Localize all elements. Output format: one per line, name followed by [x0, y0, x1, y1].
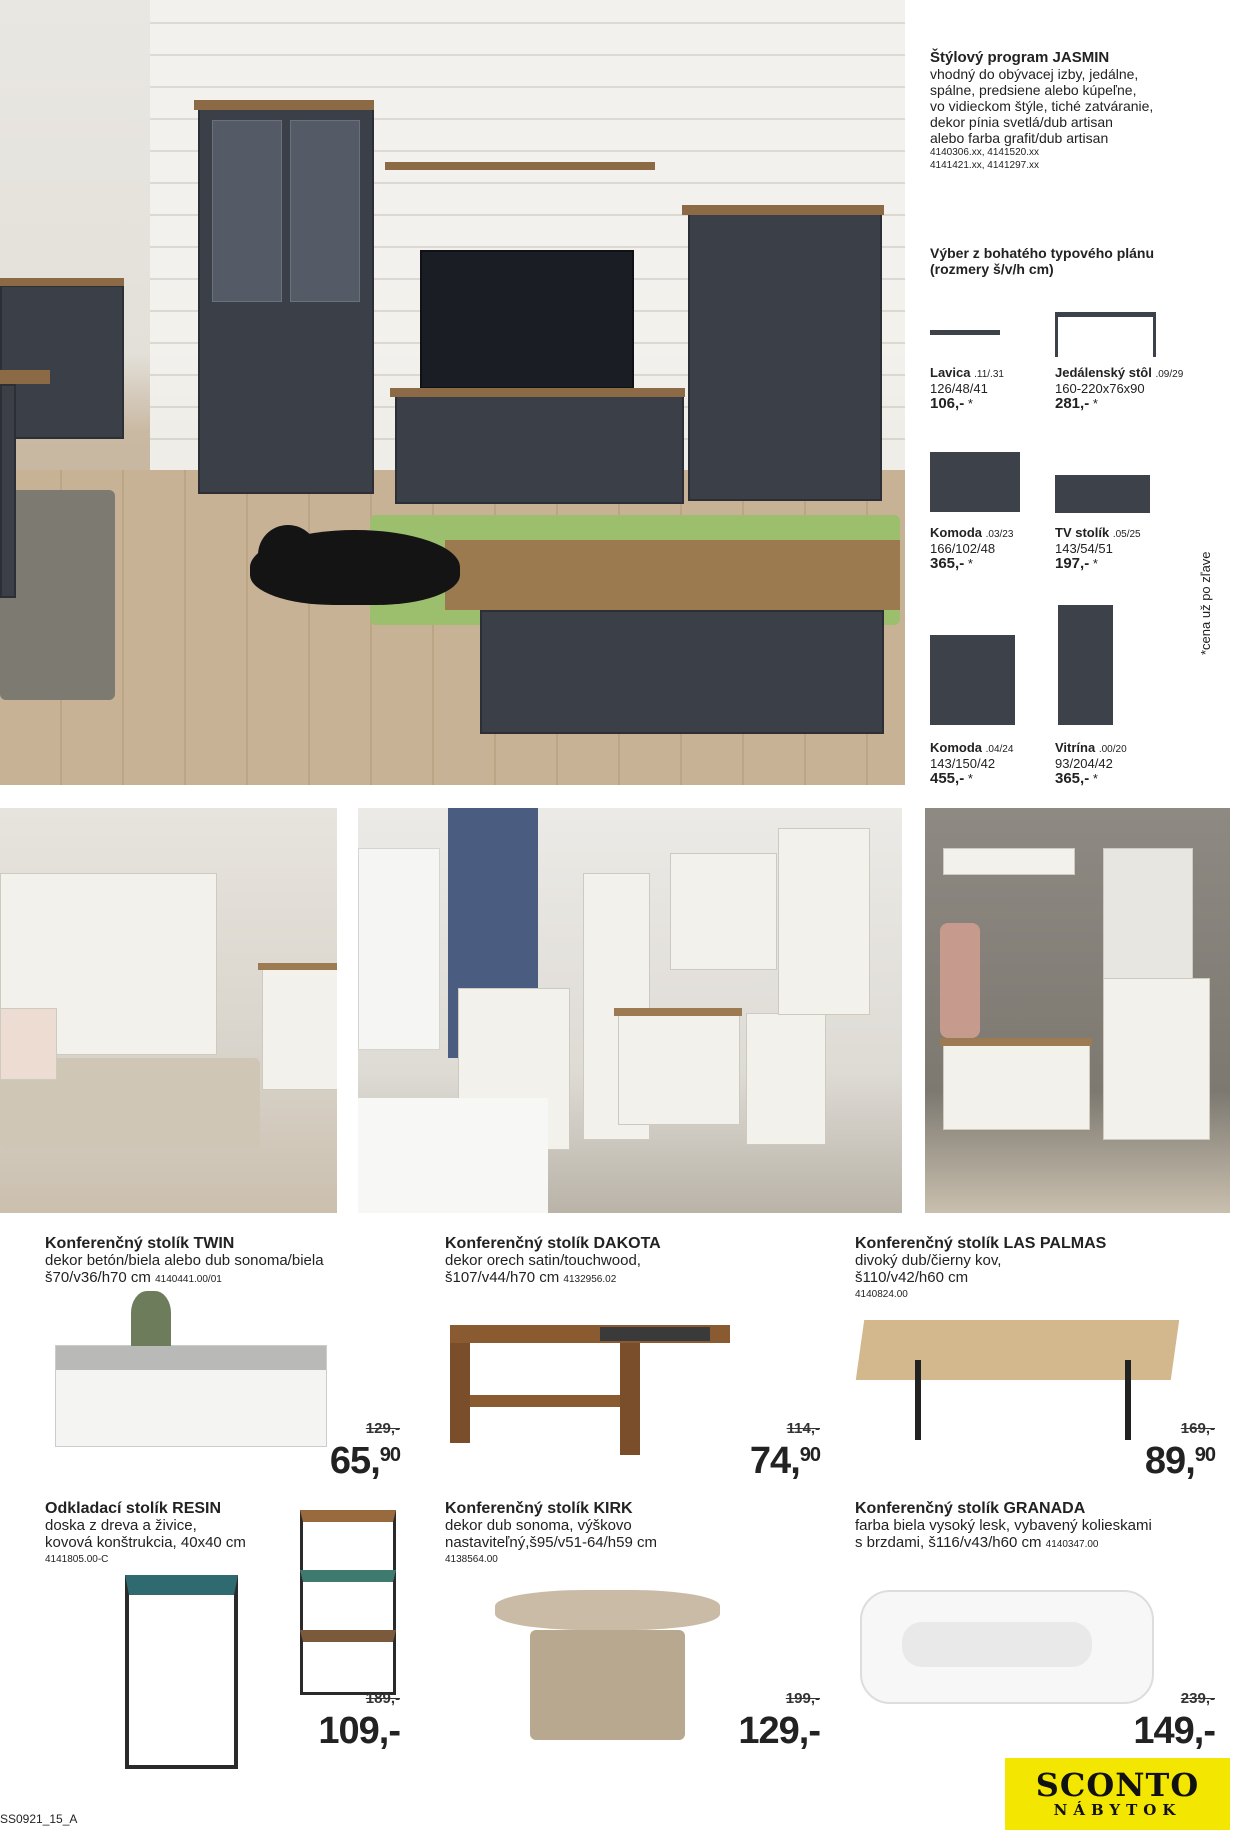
resin-variant-3 [300, 1630, 396, 1695]
new-price [1110, 1440, 1215, 1483]
vitrine-glass-left [212, 120, 282, 302]
item-name: Komoda [930, 525, 982, 540]
highboard-thumbnail [930, 635, 1015, 725]
product-dims: š70/v36/h70 cm [45, 1269, 151, 1286]
old-price: 169,- [1180, 1420, 1215, 1437]
item-code: .11/.31 [974, 369, 1004, 380]
rug-left [0, 490, 115, 700]
dining-table-thumbnail [1055, 312, 1156, 357]
product-code: 4140441.00/01 [155, 1274, 222, 1285]
sconto-logo [1005, 1758, 1230, 1830]
window [358, 848, 440, 1050]
product-title: Odkladací stolík RESIN [45, 1500, 222, 1517]
item-star: * [967, 771, 973, 786]
jasmin-line: dekor pínia svetlá/dub artisan [930, 114, 1113, 130]
kirk-table-base [530, 1630, 685, 1740]
price-integer: 129,- [738, 1710, 820, 1752]
kirk-table-top [495, 1590, 720, 1630]
item-name: TV stolík [1055, 525, 1110, 540]
product-title: Konferenčný stolík GRANADA [855, 1500, 1086, 1517]
jasmin-code: 4141421.xx, 4141297.xx [930, 160, 1039, 171]
new-price [720, 1440, 820, 1483]
hanging-coat [940, 923, 980, 1038]
bedroom-photo [0, 808, 337, 1213]
bench-thumbnail [930, 330, 1000, 357]
vanity-top [614, 1008, 742, 1016]
product-desc: divoký dub/čierny kov, [855, 1252, 1002, 1269]
plan-title: Výber z bohatého typového plánu [930, 245, 1155, 261]
product-dakota [445, 1235, 775, 1288]
product-twin [45, 1235, 375, 1288]
price-integer: 74, [749, 1440, 800, 1482]
dresser-top [258, 963, 337, 970]
table-leg [0, 384, 16, 598]
item-star: * [1092, 771, 1098, 786]
las-palmas-table-image [860, 1320, 1175, 1440]
item-dims: 126/48/41 [930, 381, 988, 396]
page-code: SS0921_15_A [0, 1812, 78, 1826]
product-code: 4132956.02 [563, 1274, 617, 1285]
product-code: 4140824.00 [855, 1289, 908, 1300]
wall-shelf [385, 162, 655, 170]
old-price: 239,- [1180, 1690, 1215, 1707]
product-dims: š107/v44/h70 cm [445, 1269, 560, 1286]
jasmin-line: vo vidieckom štýle, tiché zatváranie, [930, 98, 1154, 114]
dakota-glass-inlay [600, 1327, 710, 1341]
sideboard-top [0, 278, 124, 286]
price-decimal: 90 [799, 1444, 820, 1466]
old-price: 129,- [365, 1420, 400, 1437]
old-price: 114,- [786, 1420, 820, 1437]
television [420, 250, 634, 389]
item-dims: 166/102/48 [930, 541, 996, 556]
bathroom-photo [358, 808, 902, 1213]
new-price [1090, 1710, 1215, 1753]
item-code: .00/20 [1098, 744, 1127, 755]
product-code: 4140347.00 [1045, 1539, 1099, 1550]
jasmin-title: Štýlový program JASMIN [930, 49, 1110, 66]
product-desc: s brzdami, š116/v43/h60 cm [855, 1534, 1042, 1551]
bathtub [358, 1098, 548, 1213]
table-top [0, 370, 50, 384]
item-code: .09/29 [1155, 369, 1184, 380]
old-price: 189,- [365, 1690, 400, 1707]
product-desc: kovová konštrukcia, 40x40 cm [45, 1534, 246, 1551]
product-las-palmas [855, 1235, 1225, 1303]
product-title: Konferenčný stolík DAKOTA [445, 1235, 661, 1252]
tv-stand-thumbnail [1055, 475, 1150, 513]
product-desc: dekor betón/biela alebo dub sonoma/biela [45, 1252, 324, 1269]
sideboard-thumbnail [930, 452, 1020, 512]
coffee-table-top [445, 540, 900, 610]
cabinet-right [688, 212, 882, 501]
las-palmas-leg [915, 1360, 921, 1440]
vitrine-top [194, 100, 374, 110]
item-star: * [1092, 556, 1098, 571]
item-dims: 143/150/42 [930, 756, 996, 771]
resin-variant-1 [300, 1510, 396, 1575]
item-star: * [967, 556, 973, 571]
dog-head [258, 525, 318, 585]
twin-concrete-top [56, 1346, 326, 1370]
item-price: 106,- [930, 395, 965, 412]
item-name: Vitrína [1055, 740, 1096, 755]
catalog-item-tv-stand [1055, 525, 1141, 571]
shoe-bench [943, 1043, 1090, 1130]
bathroom-wall-vitrine [778, 828, 870, 1015]
new-price [300, 1440, 400, 1483]
jasmin-line: vhodný do obývacej izby, jedálne, [930, 66, 1139, 82]
price-integer: 109,- [318, 1710, 400, 1752]
dakota-leg-right [620, 1343, 640, 1455]
cabinet-right-top [682, 205, 884, 215]
catalog-item-dining-table [1055, 365, 1183, 411]
item-name: Jedálenský stôl [1055, 365, 1152, 380]
item-name: Lavica [930, 365, 971, 380]
jasmin-line: alebo farba grafit/dub artisan [930, 130, 1109, 146]
logo-line1: SCONTO [1035, 1766, 1200, 1804]
jasmin-line: spálne, predsiene alebo kúpeľne, [930, 82, 1137, 98]
coat-rack [943, 848, 1075, 875]
item-name: Komoda [930, 740, 982, 755]
catalog-item-bench [930, 365, 1004, 411]
new-price [700, 1710, 820, 1753]
bed [0, 1008, 57, 1080]
vanity [618, 1013, 740, 1125]
product-desc: dekor dub sonoma, výškovo [445, 1517, 632, 1534]
coffee-table-base [480, 610, 884, 734]
product-desc: farba biela vysoký lesk, vybavený kolieskami [855, 1517, 1152, 1534]
price-note: *cena už po zľave [1198, 551, 1213, 655]
product-code: 4138564.00 [445, 1554, 498, 1565]
mirror-cabinet [670, 853, 777, 970]
hall-cabinet [1103, 978, 1210, 1140]
price-integer: 89, [1144, 1440, 1195, 1482]
item-price: 197,- [1055, 555, 1090, 572]
product-dims: š110/v42/h60 cm [855, 1269, 969, 1286]
catalog-item-highboard [930, 740, 1013, 786]
product-title: Konferenčný stolík LAS PALMAS [855, 1235, 1107, 1252]
product-desc: doska z dreva a živice, [45, 1517, 197, 1534]
price-decimal: 90 [379, 1444, 400, 1466]
hallway-photo [925, 808, 1230, 1213]
vitrine-thumbnail [1058, 605, 1113, 725]
sideboard-left [0, 285, 124, 439]
resin-table-image [125, 1575, 238, 1769]
item-dims: 143/54/51 [1055, 541, 1113, 556]
dakota-leg-left [450, 1343, 470, 1443]
living-room-photo [0, 0, 905, 785]
plan-subtitle: (rozmery š/v/h cm) [930, 261, 1054, 277]
dakota-table-image [450, 1325, 730, 1455]
product-title: Konferenčný stolík TWIN [45, 1235, 235, 1252]
product-title: Konferenčný stolík KIRK [445, 1500, 633, 1517]
jasmin-code: 4140306.xx, 4141520.xx [930, 147, 1039, 158]
twin-table-image [55, 1345, 327, 1447]
resin-variant-2 [300, 1570, 396, 1635]
new-price [280, 1710, 400, 1753]
vitrine-glass-right [290, 120, 360, 302]
item-code: .04/24 [985, 744, 1014, 755]
type-plan-header [930, 245, 1230, 277]
plant [131, 1291, 171, 1346]
las-palmas-leg [1125, 1360, 1131, 1440]
price-integer: 149,- [1133, 1710, 1215, 1752]
granada-shelf [902, 1622, 1092, 1667]
granada-table-image [860, 1590, 1154, 1704]
item-code: .03/23 [985, 529, 1014, 540]
wall-mirror [1103, 848, 1193, 995]
item-star: * [1092, 396, 1098, 411]
product-desc: dekor orech satin/touchwood, [445, 1252, 641, 1269]
bathroom-side-cabinet [746, 1013, 826, 1145]
product-code: 4141805.00-C [45, 1554, 109, 1565]
item-price: 365,- [1055, 770, 1090, 787]
product-desc: nastaviteľný,š95/v51-64/h59 cm [445, 1534, 657, 1551]
tv-stand-top [390, 388, 685, 397]
jasmin-description [930, 50, 1230, 172]
price-integer: 65, [329, 1440, 380, 1482]
item-dims: 160-220x76x90 [1055, 381, 1145, 396]
catalog-item-vitrine [1055, 740, 1127, 786]
item-price: 455,- [930, 770, 965, 787]
item-price: 281,- [1055, 395, 1090, 412]
bench-top [940, 1038, 1092, 1046]
item-code: .05/25 [1112, 529, 1141, 540]
logo-line2: NÁBYTOK [1053, 1801, 1182, 1819]
product-granada [855, 1500, 1230, 1553]
product-kirk [445, 1500, 775, 1568]
item-star: * [967, 396, 973, 411]
price-decimal: 90 [1194, 1444, 1215, 1466]
catalog-item-sideboard [930, 525, 1013, 571]
item-price: 365,- [930, 555, 965, 572]
item-dims: 93/204/42 [1055, 756, 1113, 771]
old-price: 199,- [785, 1690, 820, 1707]
tv-stand [395, 395, 684, 504]
bedroom-dresser [262, 968, 337, 1090]
product-resin [45, 1500, 335, 1568]
dakota-shelf [470, 1395, 620, 1407]
